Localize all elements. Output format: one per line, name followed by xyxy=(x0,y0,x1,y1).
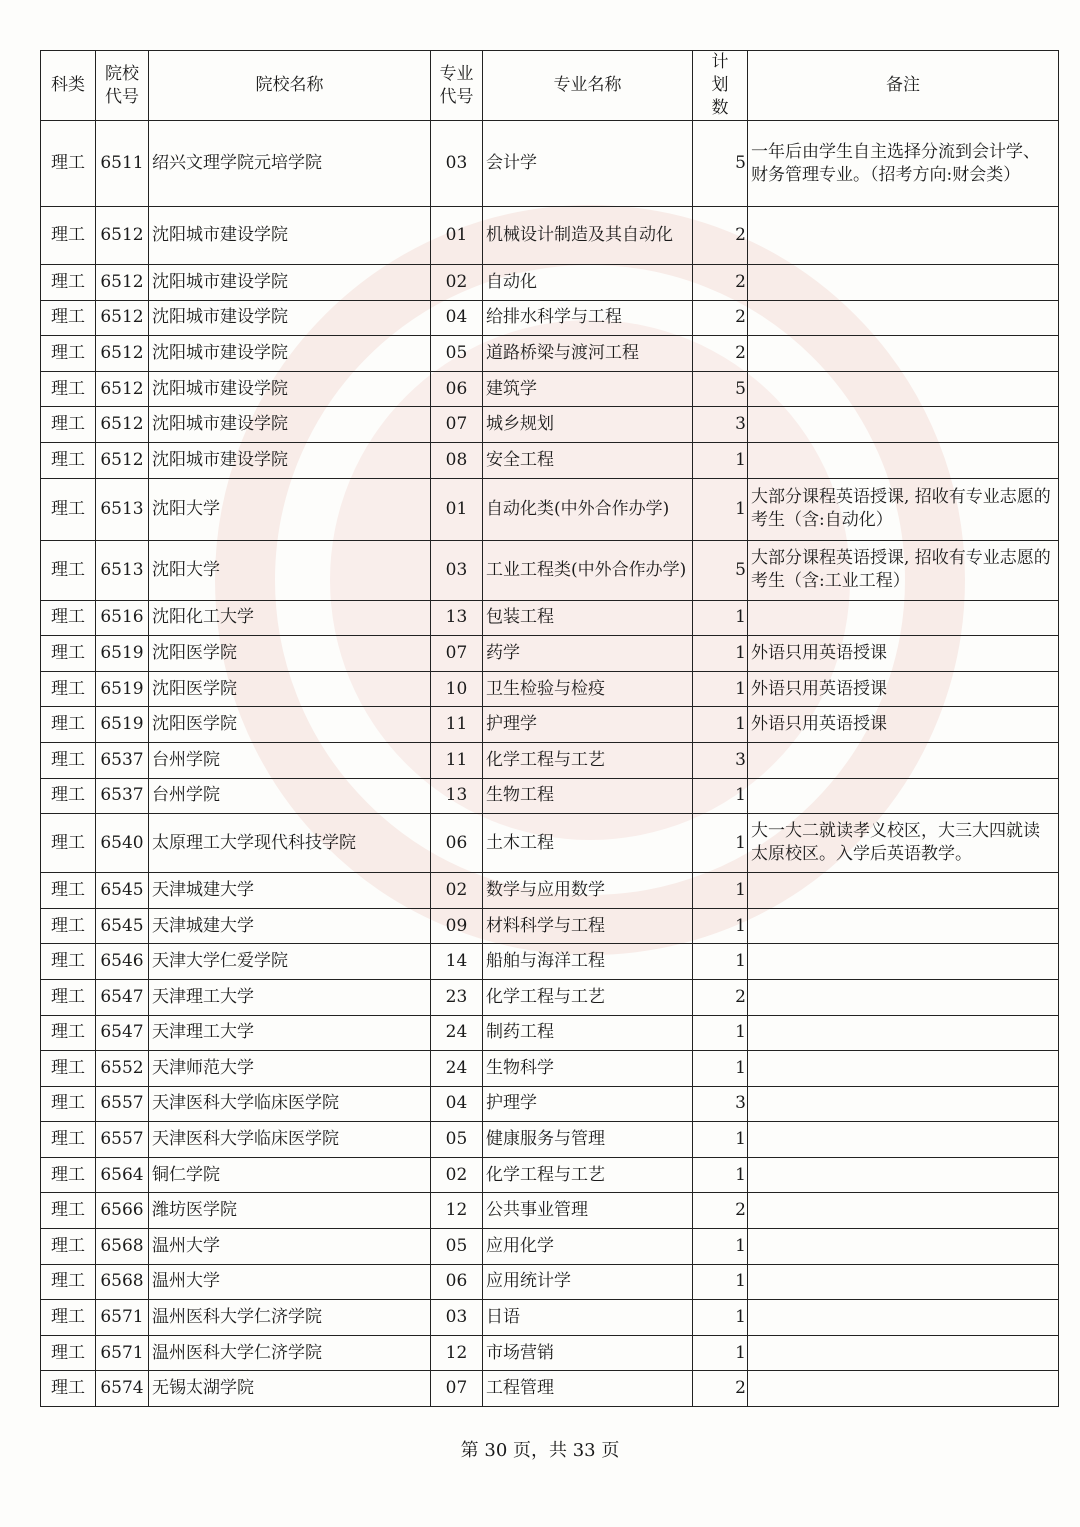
cell-remarks xyxy=(748,1229,1059,1265)
cell-major-name: 公共事业管理 xyxy=(483,1193,693,1229)
cell-remarks xyxy=(748,1371,1059,1407)
table-row xyxy=(41,1335,1059,1371)
cell-plan-count: 5 xyxy=(693,371,748,407)
cell-major-code: 03 xyxy=(431,121,483,207)
cell-plan-count: 1 xyxy=(693,1122,748,1158)
cell-school-code: 6552 xyxy=(96,1051,149,1087)
cell-school-code: 6545 xyxy=(96,908,149,944)
table-row xyxy=(41,707,1059,743)
cell-school-code: 6546 xyxy=(96,944,149,980)
cell-plan-count: 1 xyxy=(693,1335,748,1371)
cell-school-code: 6571 xyxy=(96,1335,149,1371)
cell-school-name: 沈阳城市建设学院 xyxy=(149,442,431,478)
cell-category: 理工 xyxy=(41,944,96,980)
table-row xyxy=(41,742,1059,778)
cell-major-name: 自动化类(中外合作办学) xyxy=(483,478,693,540)
table-row xyxy=(41,371,1059,407)
cell-major-code: 24 xyxy=(431,1015,483,1051)
cell-remarks: 大一大二就读孝义校区，大三大四就读太原校区。入学后英语教学。 xyxy=(748,814,1059,873)
cell-school-name: 太原理工大学现代科技学院 xyxy=(149,814,431,873)
cell-school-code: 6519 xyxy=(96,707,149,743)
cell-school-code: 6512 xyxy=(96,300,149,336)
cell-remarks xyxy=(748,1086,1059,1122)
cell-major-code: 07 xyxy=(431,1371,483,1407)
cell-school-name: 温州大学 xyxy=(149,1229,431,1265)
cell-school-code: 6571 xyxy=(96,1300,149,1336)
cell-school-name: 沈阳医学院 xyxy=(149,636,431,672)
cell-category: 理工 xyxy=(41,371,96,407)
cell-plan-count: 1 xyxy=(693,873,748,909)
cell-plan-count: 1 xyxy=(693,636,748,672)
cell-plan-count: 5 xyxy=(693,121,748,207)
cell-school-name: 沈阳化工大学 xyxy=(149,600,431,636)
cell-category: 理工 xyxy=(41,1015,96,1051)
table-row xyxy=(41,636,1059,672)
cell-school-code: 6557 xyxy=(96,1122,149,1158)
cell-major-code: 09 xyxy=(431,908,483,944)
cell-plan-count: 1 xyxy=(693,778,748,814)
table-row xyxy=(41,265,1059,301)
table-row xyxy=(41,908,1059,944)
cell-school-name: 无锡太湖学院 xyxy=(149,1371,431,1407)
cell-plan-count: 5 xyxy=(693,540,748,600)
table-row xyxy=(41,778,1059,814)
page-footer: 第 30 页，共 33 页 xyxy=(460,1440,620,1461)
cell-major-name: 船舶与海洋工程 xyxy=(483,944,693,980)
cell-school-code: 6511 xyxy=(96,121,149,207)
cell-remarks xyxy=(748,336,1059,372)
table-row xyxy=(41,1086,1059,1122)
cell-remarks: 外语只用英语授课 xyxy=(748,671,1059,707)
cell-remarks xyxy=(748,944,1059,980)
header-category: 科类 xyxy=(41,51,96,121)
cell-major-code: 12 xyxy=(431,1335,483,1371)
cell-major-name: 护理学 xyxy=(483,707,693,743)
cell-remarks: 外语只用英语授课 xyxy=(748,636,1059,672)
cell-school-code: 6512 xyxy=(96,265,149,301)
cell-category: 理工 xyxy=(41,1371,96,1407)
table-row xyxy=(41,979,1059,1015)
cell-school-code: 6512 xyxy=(96,407,149,443)
cell-major-code: 07 xyxy=(431,636,483,672)
table-row xyxy=(41,1371,1059,1407)
cell-major-code: 03 xyxy=(431,540,483,600)
cell-major-name: 卫生检验与检疫 xyxy=(483,671,693,707)
cell-major-code: 13 xyxy=(431,600,483,636)
table-row xyxy=(41,1264,1059,1300)
cell-category: 理工 xyxy=(41,121,96,207)
cell-major-code: 11 xyxy=(431,742,483,778)
cell-category: 理工 xyxy=(41,1264,96,1300)
cell-major-code: 06 xyxy=(431,814,483,873)
cell-school-name: 沈阳大学 xyxy=(149,540,431,600)
cell-major-code: 05 xyxy=(431,1229,483,1265)
header-row xyxy=(41,51,1059,121)
cell-plan-count: 1 xyxy=(693,1300,748,1336)
cell-major-name: 工程管理 xyxy=(483,1371,693,1407)
cell-school-code: 6537 xyxy=(96,742,149,778)
cell-school-code: 6513 xyxy=(96,478,149,540)
cell-plan-count: 2 xyxy=(693,1193,748,1229)
cell-school-code: 6513 xyxy=(96,540,149,600)
cell-school-code: 6512 xyxy=(96,442,149,478)
table-row xyxy=(41,1015,1059,1051)
cell-remarks xyxy=(748,442,1059,478)
cell-school-code: 6568 xyxy=(96,1264,149,1300)
cell-plan-count: 2 xyxy=(693,1371,748,1407)
cell-remarks xyxy=(748,265,1059,301)
cell-school-name: 天津医科大学临床医学院 xyxy=(149,1086,431,1122)
cell-major-name: 材料科学与工程 xyxy=(483,908,693,944)
cell-remarks xyxy=(748,1051,1059,1087)
header-plan-count: 计划数 xyxy=(693,51,748,121)
cell-remarks: 外语只用英语授课 xyxy=(748,707,1059,743)
cell-category: 理工 xyxy=(41,1229,96,1265)
cell-major-name: 应用化学 xyxy=(483,1229,693,1265)
cell-plan-count: 2 xyxy=(693,207,748,265)
cell-major-name: 健康服务与管理 xyxy=(483,1122,693,1158)
cell-plan-count: 2 xyxy=(693,336,748,372)
cell-major-name: 化学工程与工艺 xyxy=(483,1157,693,1193)
cell-school-name: 沈阳城市建设学院 xyxy=(149,371,431,407)
cell-major-name: 生物科学 xyxy=(483,1051,693,1087)
cell-category: 理工 xyxy=(41,1193,96,1229)
cell-major-name: 机械设计制造及其自动化 xyxy=(483,207,693,265)
cell-plan-count: 2 xyxy=(693,300,748,336)
cell-remarks xyxy=(748,600,1059,636)
cell-category: 理工 xyxy=(41,671,96,707)
cell-major-name: 生物工程 xyxy=(483,778,693,814)
cell-plan-count: 1 xyxy=(693,1015,748,1051)
table-row xyxy=(41,1051,1059,1087)
cell-major-name: 药学 xyxy=(483,636,693,672)
cell-remarks xyxy=(748,1157,1059,1193)
table-row xyxy=(41,540,1059,600)
table-row xyxy=(41,600,1059,636)
cell-major-code: 13 xyxy=(431,778,483,814)
cell-major-code: 10 xyxy=(431,671,483,707)
cell-major-name: 给排水科学与工程 xyxy=(483,300,693,336)
cell-plan-count: 1 xyxy=(693,600,748,636)
cell-school-code: 6564 xyxy=(96,1157,149,1193)
cell-major-code: 08 xyxy=(431,442,483,478)
cell-remarks xyxy=(748,407,1059,443)
cell-school-name: 沈阳大学 xyxy=(149,478,431,540)
cell-category: 理工 xyxy=(41,742,96,778)
table-row xyxy=(41,1157,1059,1193)
header-school-code: 院校代号 xyxy=(96,51,149,121)
cell-major-name: 道路桥梁与渡河工程 xyxy=(483,336,693,372)
cell-school-name: 温州医科大学仁济学院 xyxy=(149,1300,431,1336)
cell-school-code: 6545 xyxy=(96,873,149,909)
header-remarks: 备注 xyxy=(748,51,1059,121)
cell-school-name: 天津城建大学 xyxy=(149,873,431,909)
cell-school-code: 6512 xyxy=(96,207,149,265)
cell-remarks xyxy=(748,1300,1059,1336)
cell-major-name: 工业工程类(中外合作办学) xyxy=(483,540,693,600)
cell-major-name: 化学工程与工艺 xyxy=(483,742,693,778)
cell-plan-count: 1 xyxy=(693,671,748,707)
cell-plan-count: 1 xyxy=(693,1157,748,1193)
table-row xyxy=(41,336,1059,372)
cell-category: 理工 xyxy=(41,814,96,873)
cell-plan-count: 2 xyxy=(693,979,748,1015)
table-row xyxy=(41,1193,1059,1229)
cell-remarks xyxy=(748,908,1059,944)
table-row xyxy=(41,1122,1059,1158)
table-row xyxy=(41,671,1059,707)
cell-major-code: 01 xyxy=(431,207,483,265)
cell-major-code: 02 xyxy=(431,265,483,301)
table-row xyxy=(41,121,1059,207)
cell-category: 理工 xyxy=(41,778,96,814)
cell-category: 理工 xyxy=(41,207,96,265)
cell-category: 理工 xyxy=(41,1157,96,1193)
cell-category: 理工 xyxy=(41,336,96,372)
cell-school-name: 沈阳城市建设学院 xyxy=(149,265,431,301)
cell-school-name: 铜仁学院 xyxy=(149,1157,431,1193)
cell-major-name: 包装工程 xyxy=(483,600,693,636)
cell-major-code: 06 xyxy=(431,371,483,407)
cell-school-code: 6547 xyxy=(96,979,149,1015)
table-row xyxy=(41,207,1059,265)
header-school-name: 院校名称 xyxy=(149,51,431,121)
cell-category: 理工 xyxy=(41,979,96,1015)
cell-major-name: 日语 xyxy=(483,1300,693,1336)
cell-remarks xyxy=(748,979,1059,1015)
cell-school-code: 6557 xyxy=(96,1086,149,1122)
cell-school-code: 6516 xyxy=(96,600,149,636)
cell-plan-count: 1 xyxy=(693,478,748,540)
cell-major-name: 城乡规划 xyxy=(483,407,693,443)
cell-category: 理工 xyxy=(41,636,96,672)
cell-major-name: 安全工程 xyxy=(483,442,693,478)
cell-category: 理工 xyxy=(41,908,96,944)
cell-major-name: 护理学 xyxy=(483,1086,693,1122)
cell-school-code: 6537 xyxy=(96,778,149,814)
cell-school-name: 天津理工大学 xyxy=(149,979,431,1015)
cell-remarks xyxy=(748,742,1059,778)
cell-school-name: 沈阳城市建设学院 xyxy=(149,407,431,443)
cell-school-code: 6519 xyxy=(96,671,149,707)
cell-category: 理工 xyxy=(41,540,96,600)
cell-remarks xyxy=(748,371,1059,407)
cell-remarks xyxy=(748,207,1059,265)
table-row xyxy=(41,873,1059,909)
table-row xyxy=(41,300,1059,336)
cell-remarks xyxy=(748,873,1059,909)
table-row xyxy=(41,442,1059,478)
cell-major-code: 02 xyxy=(431,1157,483,1193)
cell-school-name: 天津医科大学临床医学院 xyxy=(149,1122,431,1158)
admission-plan-table xyxy=(40,50,1059,1407)
cell-category: 理工 xyxy=(41,442,96,478)
cell-remarks xyxy=(748,300,1059,336)
cell-school-name: 台州学院 xyxy=(149,778,431,814)
cell-major-code: 23 xyxy=(431,979,483,1015)
cell-school-code: 6512 xyxy=(96,371,149,407)
cell-remarks xyxy=(748,778,1059,814)
cell-school-code: 6568 xyxy=(96,1229,149,1265)
table-row xyxy=(41,1229,1059,1265)
cell-major-name: 化学工程与工艺 xyxy=(483,979,693,1015)
table-row xyxy=(41,1300,1059,1336)
cell-remarks: 大部分课程英语授课, 招收有专业志愿的考生（含:工业工程） xyxy=(748,540,1059,600)
cell-major-code: 04 xyxy=(431,300,483,336)
cell-major-code: 11 xyxy=(431,707,483,743)
cell-major-code: 12 xyxy=(431,1193,483,1229)
cell-plan-count: 1 xyxy=(693,442,748,478)
cell-remarks xyxy=(748,1335,1059,1371)
cell-major-name: 土木工程 xyxy=(483,814,693,873)
cell-school-name: 沈阳城市建设学院 xyxy=(149,336,431,372)
cell-school-name: 沈阳城市建设学院 xyxy=(149,300,431,336)
cell-school-name: 天津城建大学 xyxy=(149,908,431,944)
cell-remarks: 一年后由学生自主选择分流到会计学、财务管理专业。（招考方向:财会类） xyxy=(748,121,1059,207)
cell-category: 理工 xyxy=(41,478,96,540)
cell-plan-count: 1 xyxy=(693,1229,748,1265)
cell-school-code: 6547 xyxy=(96,1015,149,1051)
cell-major-name: 制药工程 xyxy=(483,1015,693,1051)
cell-category: 理工 xyxy=(41,1300,96,1336)
cell-category: 理工 xyxy=(41,1335,96,1371)
cell-school-name: 台州学院 xyxy=(149,742,431,778)
cell-school-name: 潍坊医学院 xyxy=(149,1193,431,1229)
cell-plan-count: 3 xyxy=(693,1086,748,1122)
cell-major-code: 05 xyxy=(431,1122,483,1158)
cell-major-code: 05 xyxy=(431,336,483,372)
table-row xyxy=(41,944,1059,980)
cell-category: 理工 xyxy=(41,1122,96,1158)
cell-remarks xyxy=(748,1122,1059,1158)
cell-remarks xyxy=(748,1193,1059,1229)
cell-major-code: 02 xyxy=(431,873,483,909)
cell-major-code: 01 xyxy=(431,478,483,540)
cell-plan-count: 1 xyxy=(693,1051,748,1087)
cell-plan-count: 1 xyxy=(693,1264,748,1300)
cell-category: 理工 xyxy=(41,407,96,443)
cell-category: 理工 xyxy=(41,300,96,336)
cell-school-code: 6574 xyxy=(96,1371,149,1407)
cell-category: 理工 xyxy=(41,265,96,301)
cell-category: 理工 xyxy=(41,1086,96,1122)
cell-plan-count: 3 xyxy=(693,742,748,778)
cell-category: 理工 xyxy=(41,1051,96,1087)
cell-major-code: 14 xyxy=(431,944,483,980)
cell-school-code: 6540 xyxy=(96,814,149,873)
cell-major-name: 应用统计学 xyxy=(483,1264,693,1300)
cell-remarks xyxy=(748,1264,1059,1300)
cell-school-name: 沈阳城市建设学院 xyxy=(149,207,431,265)
cell-school-name: 沈阳医学院 xyxy=(149,707,431,743)
cell-school-code: 6512 xyxy=(96,336,149,372)
cell-major-name: 会计学 xyxy=(483,121,693,207)
cell-school-name: 温州大学 xyxy=(149,1264,431,1300)
cell-plan-count: 1 xyxy=(693,707,748,743)
cell-major-code: 04 xyxy=(431,1086,483,1122)
cell-remarks xyxy=(748,1015,1059,1051)
cell-school-name: 天津理工大学 xyxy=(149,1015,431,1051)
cell-school-code: 6519 xyxy=(96,636,149,672)
cell-major-name: 数学与应用数学 xyxy=(483,873,693,909)
cell-major-code: 24 xyxy=(431,1051,483,1087)
cell-school-name: 温州医科大学仁济学院 xyxy=(149,1335,431,1371)
header-major-code: 专业代号 xyxy=(431,51,483,121)
table-row xyxy=(41,478,1059,540)
cell-school-name: 天津大学仁爱学院 xyxy=(149,944,431,980)
header-major-name: 专业名称 xyxy=(483,51,693,121)
cell-plan-count: 2 xyxy=(693,265,748,301)
cell-major-code: 07 xyxy=(431,407,483,443)
cell-category: 理工 xyxy=(41,707,96,743)
cell-plan-count: 1 xyxy=(693,908,748,944)
cell-school-name: 沈阳医学院 xyxy=(149,671,431,707)
cell-category: 理工 xyxy=(41,600,96,636)
cell-major-name: 自动化 xyxy=(483,265,693,301)
cell-plan-count: 1 xyxy=(693,814,748,873)
cell-major-name: 建筑学 xyxy=(483,371,693,407)
cell-plan-count: 3 xyxy=(693,407,748,443)
cell-school-name: 天津师范大学 xyxy=(149,1051,431,1087)
cell-school-name: 绍兴文理学院元培学院 xyxy=(149,121,431,207)
cell-major-name: 市场营销 xyxy=(483,1335,693,1371)
cell-major-code: 06 xyxy=(431,1264,483,1300)
cell-plan-count: 1 xyxy=(693,944,748,980)
cell-category: 理工 xyxy=(41,873,96,909)
table-row xyxy=(41,407,1059,443)
table-row xyxy=(41,814,1059,873)
cell-major-code: 03 xyxy=(431,1300,483,1336)
cell-school-code: 6566 xyxy=(96,1193,149,1229)
cell-remarks: 大部分课程英语授课, 招收有专业志愿的考生（含:自动化） xyxy=(748,478,1059,540)
